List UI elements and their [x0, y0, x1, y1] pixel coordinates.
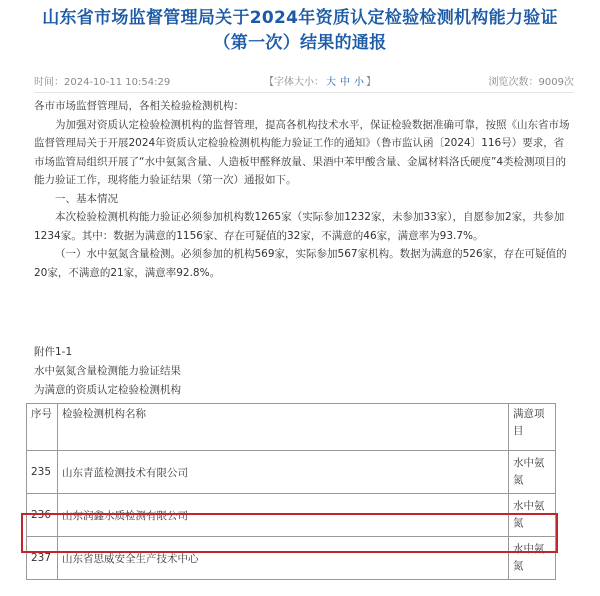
font-size-medium-link[interactable]: 中 [340, 77, 350, 88]
article-body [34, 97, 574, 282]
appendix-label: 附件1-1 [34, 346, 73, 358]
appendix-subtitle: 水中氨氮含量检测能力验证结果 [34, 365, 181, 377]
results-table [26, 403, 556, 580]
paragraph-overview: 本次检验检测机构能力验证必须参加机构数1265家（实际参加1232家，未参加33家），自愿参加2家，共参加1234家。其中：数据为满意的1156家、存在可疑值的32家，不满意的46家，满意率为93.7%。 [34, 211, 565, 242]
row-no: 236 [27, 494, 58, 537]
row-item: 水中氨氮 [509, 537, 556, 580]
font-size-label: 【字体大小： [264, 77, 324, 88]
article-title-line2: （第一次）结果的通报 [213, 33, 387, 53]
table-row [27, 451, 556, 494]
font-size-control [264, 73, 376, 88]
article-title [0, 6, 600, 56]
header-no: 序号 [27, 404, 58, 451]
article-title-line1: 山东省市场监督管理局关于2024年资质认定检验检测机构能力验证 [42, 8, 558, 28]
table-header-row [27, 404, 556, 451]
section-heading: 一、基本情况 [55, 192, 118, 205]
row-name: 山东青蓝检测技术有限公司 [58, 451, 509, 494]
view-count: 浏览次数：9009次 [488, 77, 574, 88]
row-name: 山东润鑫水质检测有限公司 [58, 494, 509, 537]
row-item: 水中氨氮 [509, 494, 556, 537]
paragraph-ammonia: （一）水中氨氮含量检测。必须参加的机构569家，实际参加567家机构。数据为满意的526家，存在可疑值的20家，不满意的21家，满意率92.8%。 [34, 248, 567, 279]
paragraph-intro: 为加强对资质认定检验检测机构的监督管理，提高各机构技术水平，保证检验数据准确可靠，按照《山东省市场监督管理局关于开展2024年资质认定检验检测机构能力验证工作的通知》（鲁市监认函〔2024〕116号）要求，省市场监管局组织开展了“水中氨氮含量、人造板甲醛释放量、果酒中苯甲酸含量、金属材料洛氏硬度”4类检测项目的能力验证工作，现将能力验证结果（第一次）通报如下。 [34, 118, 570, 186]
font-size-small-link[interactable]: 小 [354, 77, 364, 88]
table-row [27, 494, 556, 537]
row-no: 237 [27, 537, 58, 580]
row-no: 235 [27, 451, 58, 494]
appendix-subtitle-2: 为满意的资质认定检验检测机构 [34, 384, 181, 396]
article-meta-bar [34, 68, 574, 93]
font-size-bracket-end: 】 [366, 77, 376, 88]
font-size-large-link[interactable]: 大 [326, 77, 336, 88]
row-item: 水中氨氮 [509, 451, 556, 494]
header-name: 检验检测机构名称 [58, 404, 509, 451]
header-item: 满意项目 [509, 404, 556, 451]
publish-time: 时间：2024-10-11 10:54:29 [34, 77, 171, 88]
salutation: 各市市场监督管理局，各相关检验检测机构： [34, 100, 244, 112]
row-name: 山东省思威安全生产技术中心 [58, 537, 509, 580]
table-row [27, 537, 556, 580]
appendix-header [34, 343, 574, 400]
